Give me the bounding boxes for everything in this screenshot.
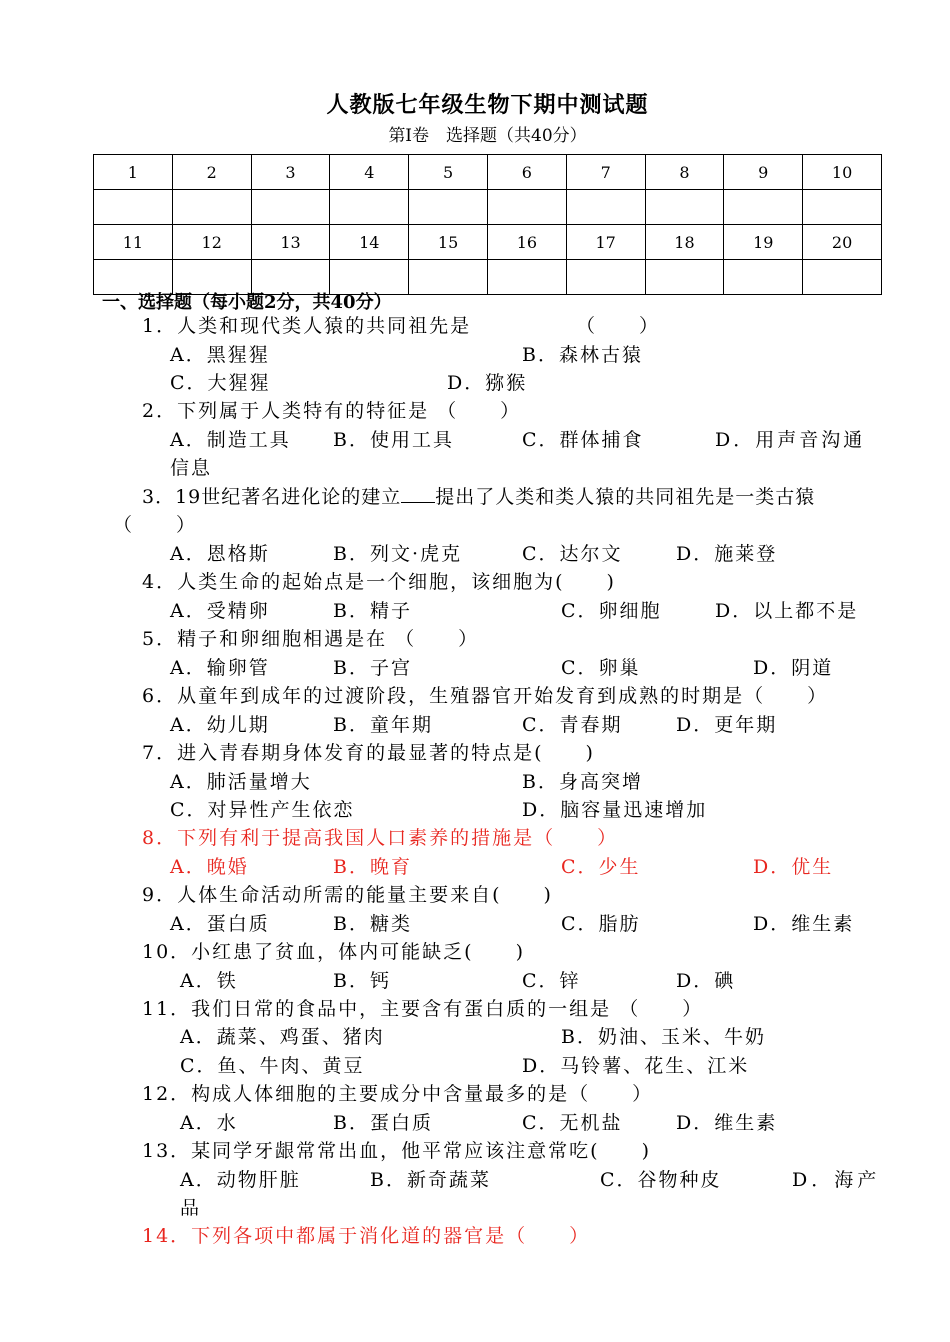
answer-blank-cell[interactable]: [487, 190, 566, 225]
q8-option-d: D．优生: [753, 856, 834, 878]
q12-option-d: D．维生素: [676, 1112, 778, 1134]
q11-stem: 11．我们日常的食品中，主要含有蛋白质的一组是 （ ）: [142, 998, 704, 1020]
answer-number-cell: 6: [487, 155, 566, 190]
answer-number-cell: 10: [803, 155, 882, 190]
q10-stem: 10．小红患了贫血，体内可能缺乏( ): [142, 941, 526, 963]
q3-stem: [142, 483, 815, 511]
answer-number-cell: 7: [566, 155, 645, 190]
q4-option-d: D．以上都不是: [715, 600, 859, 622]
answer-number-cell: 19: [724, 225, 803, 260]
q12-stem: 12．构成人体细胞的主要成分中含量最多的是（ ）: [142, 1083, 654, 1105]
q4-option-c: C．卵细胞: [561, 600, 662, 622]
answer-blank-cell[interactable]: [566, 190, 645, 225]
q7-option-a: A．肺活量增大: [170, 771, 312, 793]
q8-option-b: B．晚育: [333, 856, 412, 878]
answer-number-cell: 2: [172, 155, 251, 190]
q5-option-b: B．子宫: [333, 657, 412, 679]
q10-option-d: D．碘: [676, 970, 736, 992]
q3-option-a: A．恩格斯: [170, 543, 270, 565]
answer-number-cell: 14: [330, 225, 409, 260]
answer-number-cell: 17: [566, 225, 645, 260]
q3-fill-blank[interactable]: [401, 483, 435, 503]
q12-option-b: B．蛋白质: [333, 1112, 433, 1134]
q1-paren: （ ）: [576, 315, 661, 337]
q10-option-a: A．铁: [180, 970, 238, 992]
q9-stem: 9．人体生命活动所需的能量主要来自( ): [142, 884, 553, 906]
q2-option-a: A．制造工具: [170, 429, 291, 451]
q11-option-c: C．鱼、牛肉、黄豆: [180, 1055, 365, 1077]
answer-table-number-row-2: [94, 225, 882, 260]
q2-option-c: C．群体捕食: [522, 429, 644, 451]
q4-stem: 4．人类生命的起始点是一个细胞，该细胞为( ): [142, 571, 616, 593]
answer-blank-cell[interactable]: [803, 190, 882, 225]
q2-option-d: D．用声音沟通: [715, 429, 866, 451]
answer-number-cell: 20: [803, 225, 882, 260]
q1-option-a: A．黑猩猩: [170, 344, 270, 366]
q5-option-d: D．阴道: [753, 657, 834, 679]
q11-option-d: D．马铃薯、花生、江米: [522, 1055, 750, 1077]
q13-option-d: D．海产: [792, 1169, 881, 1191]
answer-number-cell: 8: [645, 155, 724, 190]
q9-option-b: B．糖类: [333, 913, 412, 935]
q3-paren: （ ）: [113, 514, 198, 536]
answer-number-cell: 18: [645, 225, 724, 260]
answer-blank-cell[interactable]: [724, 260, 803, 295]
q10-option-c: C．锌: [522, 970, 581, 992]
q2-option-b: B．使用工具: [333, 429, 454, 451]
answer-number-cell: 15: [409, 225, 488, 260]
q1-option-d: D．猕猴: [447, 372, 528, 394]
answer-blank-cell[interactable]: [251, 190, 330, 225]
q13-option-d-continuation: 品: [180, 1197, 202, 1219]
q7-option-c: C．对异性产生依恋: [170, 799, 355, 821]
q4-option-a: A．受精卵: [170, 600, 270, 622]
q3-option-c: C．达尔文: [522, 543, 623, 565]
q6-option-c: C．青春期: [522, 714, 623, 736]
q13-option-c: C．谷物种皮: [600, 1169, 722, 1191]
q11-option-b: B．奶油、玉米、牛奶: [561, 1026, 766, 1048]
answer-blank-cell[interactable]: [566, 260, 645, 295]
answer-number-cell: 1: [94, 155, 173, 190]
answer-number-cell: 3: [251, 155, 330, 190]
answer-table-number-row-1: [94, 155, 882, 190]
answer-number-cell: 9: [724, 155, 803, 190]
q5-option-c: C．卵巢: [561, 657, 641, 679]
answer-blank-cell[interactable]: [645, 190, 724, 225]
q7-option-b: B．身高突增: [522, 771, 643, 793]
answer-blank-cell[interactable]: [487, 260, 566, 295]
answer-table: [93, 154, 882, 295]
q3-stem-suffix: 提出了人类和类人猿的共同祖先是一类古猿: [435, 486, 816, 508]
q10-option-b: B．钙: [333, 970, 391, 992]
q2-stem: 2．下列属于人类特有的特征是 （ ）: [142, 400, 522, 422]
answer-number-cell: 12: [172, 225, 251, 260]
answer-number-cell: 4: [330, 155, 409, 190]
q12-option-c: C．无机盐: [522, 1112, 623, 1134]
q12-option-a: A．水: [180, 1112, 238, 1134]
answer-table-blank-row-1: [94, 190, 882, 225]
q3-option-b: B．列文·虎克: [333, 543, 463, 565]
answer-number-cell: 11: [94, 225, 173, 260]
answer-number-cell: 13: [251, 225, 330, 260]
q1-option-c: C．大猩猩: [170, 372, 271, 394]
answer-number-cell: 5: [409, 155, 488, 190]
q9-option-c: C．脂肪: [561, 913, 641, 935]
q5-option-a: A．输卵管: [170, 657, 270, 679]
q7-stem: 7．进入青春期身体发育的最显著的特点是( ): [142, 742, 595, 764]
q6-stem: 6．从童年到成年的过渡阶段，生殖器官开始发育到成熟的时期是（ ）: [142, 685, 829, 707]
q1-stem: 1．人类和现代类人猿的共同祖先是: [142, 315, 472, 337]
page-title: 人教版七年级生物下期中测试题: [326, 92, 649, 118]
q8-option-c: C．少生: [561, 856, 641, 878]
answer-blank-cell[interactable]: [645, 260, 724, 295]
q9-option-d: D．维生素: [753, 913, 855, 935]
answer-blank-cell[interactable]: [409, 190, 488, 225]
q4-option-b: B．精子: [333, 600, 412, 622]
q8-stem: 8．下列有利于提高我国人口素养的措施是（ ）: [142, 827, 619, 849]
q6-option-a: A．幼儿期: [170, 714, 270, 736]
q6-option-d: D．更年期: [676, 714, 778, 736]
q5-stem: 5．精子和卵细胞相遇是在 （ ）: [142, 628, 480, 650]
q3-stem-prefix: 3．19世纪著名进化论的建立: [142, 486, 402, 508]
answer-blank-cell[interactable]: [724, 190, 803, 225]
answer-number-cell: 16: [487, 225, 566, 260]
q11-option-a: A．蔬菜、鸡蛋、猪肉: [180, 1026, 385, 1048]
q9-option-a: A．蛋白质: [170, 913, 270, 935]
q13-option-b: B．新奇蔬菜: [370, 1169, 491, 1191]
answer-blank-cell[interactable]: [172, 190, 251, 225]
q3-option-d: D．施莱登: [676, 543, 778, 565]
q13-option-a: A．动物肝脏: [180, 1169, 301, 1191]
answer-blank-cell[interactable]: [330, 190, 409, 225]
answer-blank-cell[interactable]: [409, 260, 488, 295]
q6-option-b: B．童年期: [333, 714, 433, 736]
section-heading: 一、选择题（每小题2分，共40分）: [102, 292, 392, 313]
q14-stem: 14．下列各项中都属于消化道的器官是（ ）: [142, 1225, 591, 1247]
page-subtitle: 第Ⅰ卷 选择题（共40分）: [388, 126, 587, 146]
q13-stem: 13．某同学牙龈常常出血，他平常应该注意常吃( ): [142, 1140, 652, 1162]
q8-option-a: A．晚婚: [170, 856, 249, 878]
q7-option-d: D．脑容量迅速增加: [522, 799, 708, 821]
answer-blank-cell[interactable]: [803, 260, 882, 295]
q1-option-b: B．森林古猿: [522, 344, 643, 366]
answer-blank-cell[interactable]: [94, 190, 173, 225]
q2-option-d-continuation: 信息: [170, 457, 213, 479]
